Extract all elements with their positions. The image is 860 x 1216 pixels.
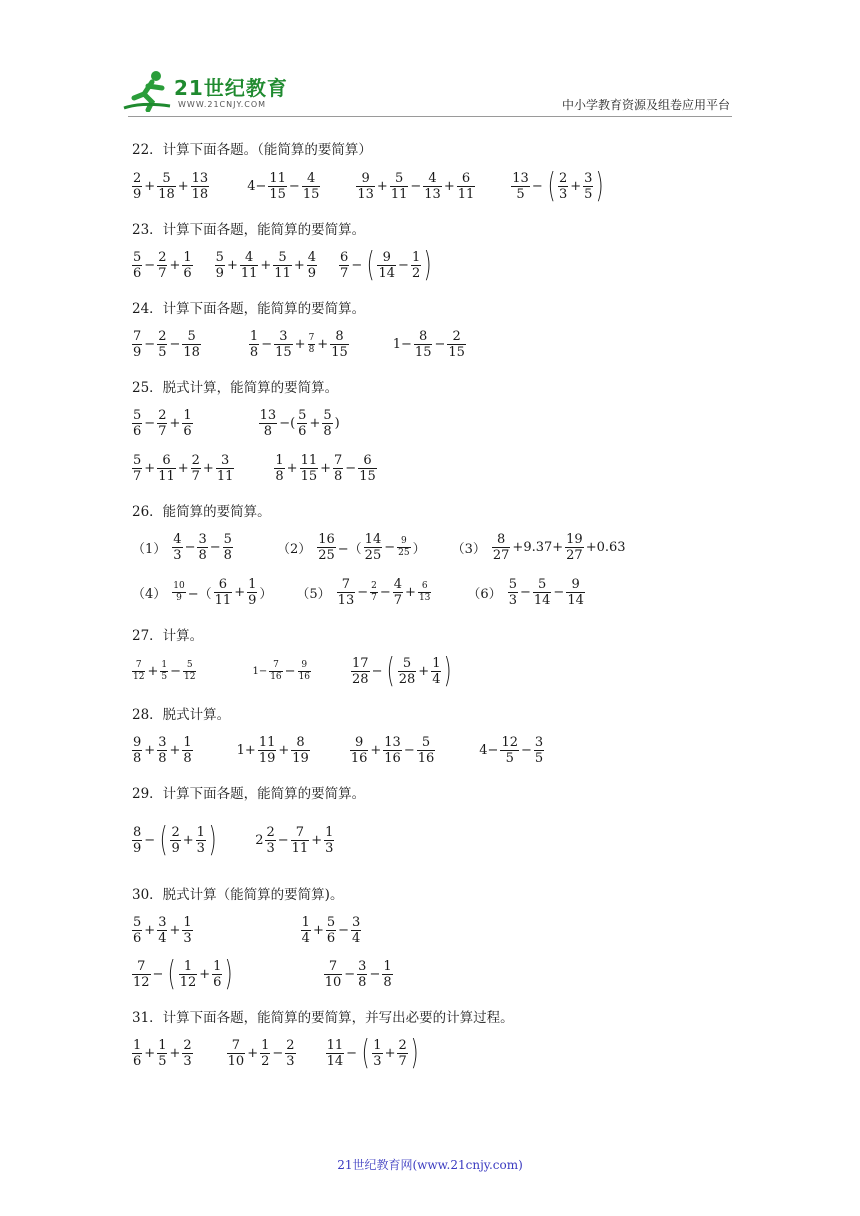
expression: 1+ $\frac{11}{19}$ + $\frac{8}{19}$ [236,734,309,766]
expression: $\frac{7}{9}$ − $\frac{2}{5}$ − $\frac{5}{18}$ [133,328,200,360]
expression: $\frac{7}{10}$ − $\frac{3}{8}$ − $\frac{1}{8}$ [324,958,392,990]
expression: $\frac{4}{3}$ − $\frac{3}{8}$ − $\frac{5}{8}$ [173,531,232,563]
expression: $\frac{7}{12}$ − ( $\frac{1}{12}$ + $\frac{1}{6}$ ) [133,954,234,994]
expression-row [132,651,455,691]
expression-row [132,166,607,206]
expression: $\frac{16}{25}$ −（ $\frac{14}{25}$ − $\frac{9}{25}$ ） [318,531,426,563]
item-label: （5） [296,586,331,602]
expression-row [132,910,361,950]
expression: $\frac{1}{4}$ + $\frac{5}{6}$ − $\frac{3}{4}$ [301,914,361,946]
expression: $\frac{7}{13}$ − $\frac{2}{7}$ − $\frac{4}{7}$ + $\frac{6}{13}$ [337,576,431,608]
runner-logo-icon [122,68,174,112]
expression: $\frac{1}{8}$ + $\frac{11}{15}$ + $\frac{7}{8}$ − $\frac{6}{15}$ [275,452,376,484]
item-label: （4） [132,586,167,602]
site-logo [122,68,292,116]
expression: 2 $\frac{2}{3}$ − $\frac{7}{11}$ + $\frac{1}{3}$ [255,824,334,856]
question-title: 28．脱式计算。 [132,707,231,723]
expression: $\frac{5}{6}$ − $\frac{2}{7}$ + $\frac{1}{6}$ [133,407,192,439]
item-label: （1） [132,541,167,557]
expression: $\frac{8}{9}$ − ( $\frac{2}{9}$ + $\frac{1}{3}$ ) [133,820,217,860]
question-title: 30．脱式计算（能简算的要简算)。 [132,887,344,903]
question-title: 29．计算下面各题，能简算的要简算。 [132,786,366,802]
expression-row [132,245,434,285]
expression: $\frac{9}{16}$ + $\frac{13}{16}$ − $\frac{5}{16}$ [350,734,435,766]
expression: $\frac{11}{14}$ − ( $\frac{1}{3}$ + $\frac{2}{7}$ ) [326,1033,419,1073]
expression: $\frac{13}{8}$ −( $\frac{5}{6}$ + $\frac{5}{8}$ ) [259,407,340,439]
expression: 1− $\frac{8}{15}$ − $\frac{2}{15}$ [392,328,465,360]
expression-row [132,820,334,860]
expression: $\frac{5}{7}$ + $\frac{6}{11}$ + $\frac{2}{7}$ + $\frac{3}{11}$ [133,452,234,484]
expression: $\frac{10}{9}$ −（ $\frac{6}{11}$ + $\frac{1}{9}$ ） [173,576,273,608]
question-title: 23．计算下面各题，能简算的要简算。 [132,222,366,238]
expression-row [132,1033,421,1073]
expression: $\frac{1}{6}$ + $\frac{1}{5}$ + $\frac{2}{3}$ [133,1037,192,1069]
expression-row [132,527,628,567]
page-footer[interactable]: 21世纪教育网(www.21cnjy.com) [337,1158,523,1172]
expression: $\frac{7}{10}$ + $\frac{1}{2}$ − $\frac{2}{3}$ [227,1037,295,1069]
item-label: （2） [276,541,312,557]
expression: $\frac{5}{6}$ − $\frac{2}{7}$ + $\frac{1}{6}$ [133,249,192,281]
expression: $\frac{17}{28}$ − ( $\frac{5}{28}$ + $\frac{1}{4}$ ) [352,651,453,691]
expression: $\frac{6}{7}$ − ( $\frac{9}{14}$ − $\frac{1}{2}$ ) [340,245,432,285]
header-platform-text: 中小学教育资源及组卷应用平台 [561,98,730,112]
expression: 1− $\frac{7}{16}$ − $\frac{9}{16}$ [252,659,311,682]
expression: $\frac{1}{8}$ − $\frac{3}{15}$ + $\frac{7}{8}$ + $\frac{8}{15}$ [249,328,348,360]
expression: $\frac{5}{9}$ + $\frac{4}{11}$ + $\frac{5}{11}$ + $\frac{4}{9}$ [215,249,317,281]
expression: $\frac{5}{3}$ − $\frac{5}{14}$ − $\frac{9}{14}$ [508,576,584,608]
question-title: 26．能简算的要简算。 [132,504,271,520]
expression: $\frac{13}{5}$ − ( $\frac{2}{3}$ + $\frac{3}{5}$ ) [512,166,605,206]
question-title: 24．计算下面各题，能简算的要简算。 [132,301,366,317]
expression-row [132,324,466,364]
logo-text: 21世纪教育 [174,76,288,100]
item-label: （6） [467,586,502,602]
expression: $\frac{2}{9}$ + $\frac{5}{18}$ + $\frac{13}{18}$ [133,170,209,202]
expression: 4− $\frac{12}{5}$ − $\frac{3}{5}$ [479,734,544,766]
expression-row [132,730,544,770]
page-header [0,0,860,118]
expression-row [132,572,585,612]
header-divider [128,116,732,117]
expression: $\frac{9}{8}$ + $\frac{3}{8}$ + $\frac{1}{8}$ [133,734,192,766]
expression-row [132,448,377,488]
item-label: （3） [451,541,486,557]
question-title: 25．脱式计算，能简算的要简算。 [132,380,339,396]
expression: $\frac{5}{6}$ + $\frac{3}{4}$ + $\frac{1}{3}$ [133,914,192,946]
logo-subtext: WWW.21CNJY.COM [178,100,267,109]
expression-row [132,403,342,443]
question-title: 22．计算下面各题。（能简算的要简算） [132,142,372,158]
expression: $\frac{8}{27}$ +9.37+ $\frac{19}{27}$ +0.63 [492,531,626,563]
expression: $\frac{7}{12}$ + $\frac{1}{5}$ − $\frac{5}{12}$ [133,659,196,682]
expression: $\frac{9}{13}$ + $\frac{5}{11}$ − $\frac{4}{13}$ + $\frac{6}{11}$ [357,170,475,202]
question-title: 27．计算。 [132,628,204,644]
expression: 4− $\frac{11}{15}$ − $\frac{4}{15}$ [247,170,320,202]
expression-row [132,954,393,994]
question-title: 31．计算下面各题，能简算的要简算，并写出必要的计算过程。 [132,1010,514,1026]
